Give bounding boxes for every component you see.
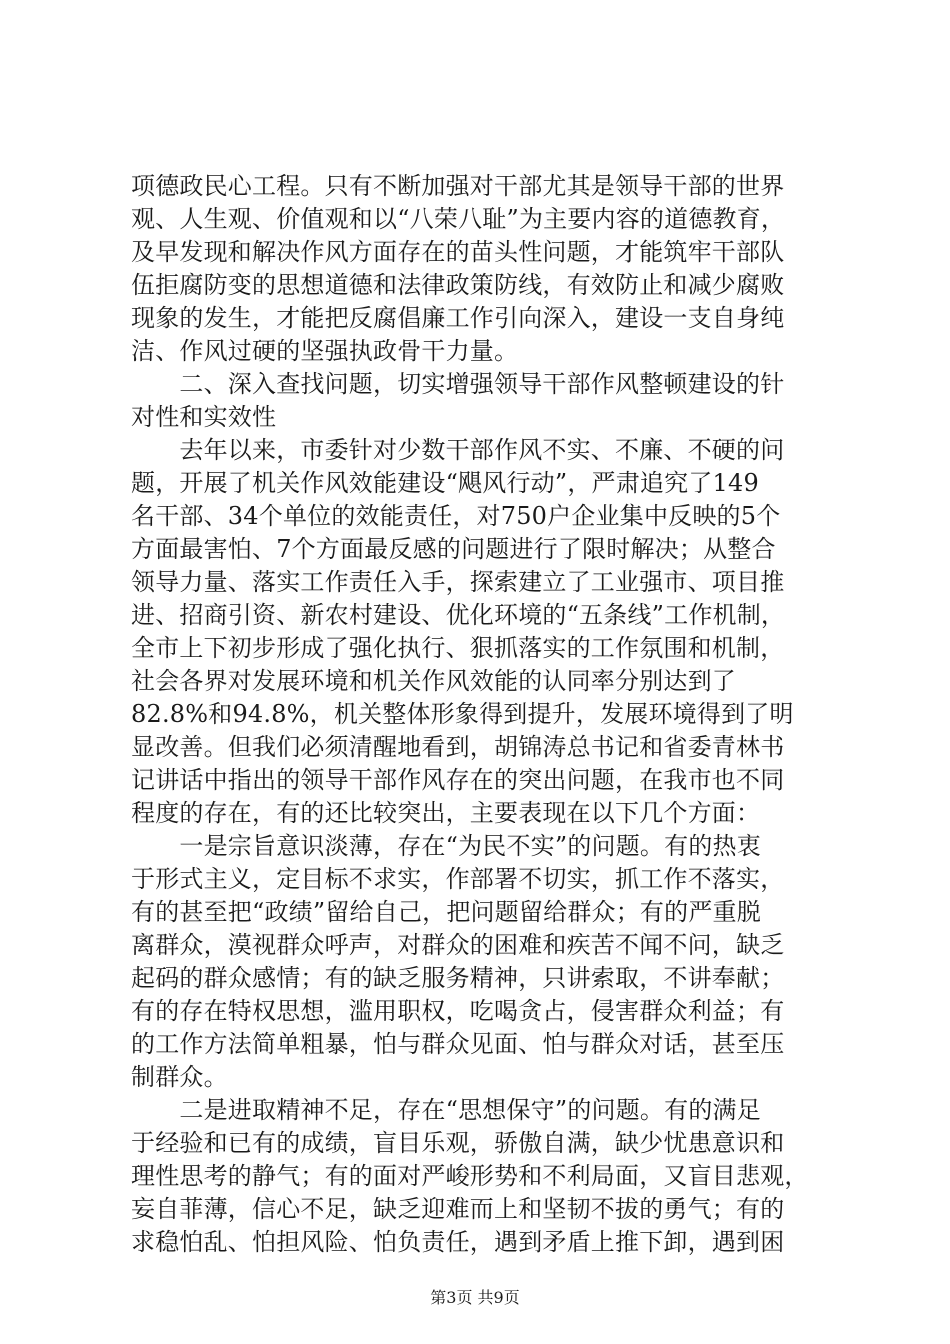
text-line: 名干部、34个单位的效能责任，对750户企业集中反映的5个 [131,502,781,530]
text-line: 二是进取精神不足，存在“思想保守”的问题。有的满足 [131,1096,761,1124]
text-line: 现象的发生，才能把反腐倡廉工作引向深入，建设一支自身纯 [131,304,785,332]
text-line: 理性思考的静气；有的面对严峻形势和不利局面，又盲目悲观， [131,1162,809,1190]
text-line: 方面最害怕、7个方面最反感的问题进行了限时解决；从整合 [131,535,776,563]
text-line: 于经验和已有的成绩，盲目乐观，骄傲自满，缺少忧患意识和 [131,1129,785,1157]
text-line: 题，开展了机关作风效能建设“飓风行动”，严肃追究了149 [131,469,759,497]
text-line: 妄自菲薄，信心不足，缺乏迎难而上和坚韧不拔的勇气；有的 [131,1195,785,1223]
body-text [131,170,831,1259]
text-line: 领导力量、落实工作责任入手，探索建立了工业强市、项目推 [131,568,785,596]
text-line: 一是宗旨意识淡薄，存在“为民不实”的问题。有的热衷 [131,832,761,860]
text-line: 记讲话中指出的领导干部作风存在的突出问题，在我市也不同 [131,766,785,794]
text-line: 有的甚至把“政绩”留给自己，把问题留给群众；有的严重脱 [131,898,761,926]
text-line: 的工作方法简单粗暴，怕与群众见面、怕与群众对话，甚至压 [131,1030,785,1058]
text-line: 伍拒腐防变的思想道德和法律政策防线，有效防止和减少腐败 [131,271,785,299]
text-line: 洁、作风过硬的坚强执政骨干力量。 [131,337,519,365]
text-line: 82.8%和94.8%，机关整体形象得到提升，发展环境得到了明 [131,700,794,728]
text-line: 起码的群众感情；有的缺乏服务精神，只讲索取，不讲奉献； [131,964,785,992]
text-line: 进、招商引资、新农村建设、优化环境的“五条线”工作机制， [131,601,786,629]
text-line: 社会各界对发展环境和机关作风效能的认同率分别达到了 [131,667,736,695]
text-line: 及早发现和解决作风方面存在的苗头性问题，才能筑牢干部队 [131,238,785,266]
text-line: 去年以来，市委针对少数干部作风不实、不廉、不硬的问 [131,436,785,464]
text-line: 制群众。 [131,1063,228,1091]
text-line: 观、人生观、价值观和以“八荣八耻”为主要内容的道德教育， [131,205,786,233]
text-line: 于形式主义，定目标不求实，作部署不切实，抓工作不落实， [131,865,785,893]
page-footer: 第3页 共9页 [430,1288,520,1307]
text-line: 对性和实效性 [131,403,277,431]
text-line: 有的存在特权思想，滥用职权，吃喝贪占，侵害群众利益；有 [131,997,785,1025]
text-line: 全市上下初步形成了强化执行、狠抓落实的工作氛围和机制， [131,634,785,662]
text-line: 显改善。但我们必须清醒地看到，胡锦涛总书记和省委青林书 [131,733,785,761]
text-line: 求稳怕乱、怕担风险、怕负责任，遇到矛盾上推下卸，遇到困 [131,1228,785,1256]
text-line: 二、深入查找问题，切实增强领导干部作风整顿建设的针 [131,370,785,398]
text-line: 程度的存在，有的还比较突出，主要表现在以下几个方面： [131,799,761,827]
text-line: 项德政民心工程。只有不断加强对干部尤其是领导干部的世界 [131,172,785,200]
text-line: 离群众，漠视群众呼声，对群众的困难和疾苦不闻不问，缺乏 [131,931,785,959]
